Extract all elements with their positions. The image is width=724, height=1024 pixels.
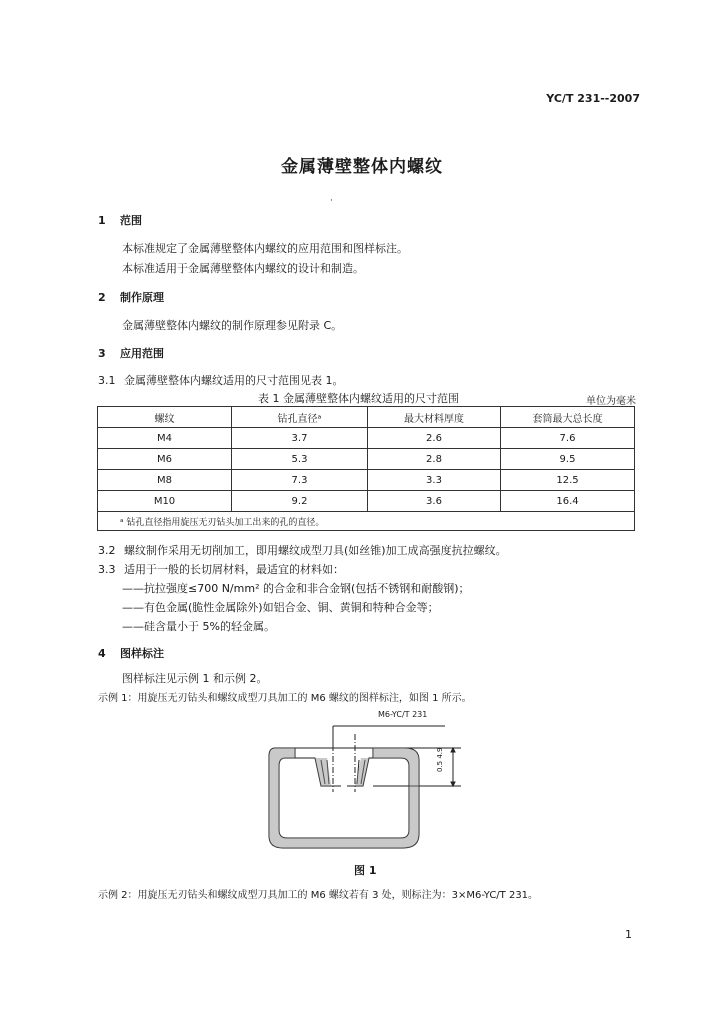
stray-mark: · <box>330 196 333 206</box>
table-header-row <box>98 407 635 428</box>
header-drill-diameter: 钻孔直径ᵃ <box>232 407 368 428</box>
figure-1-callout: M6-YC/T 231 <box>378 710 428 719</box>
material-bullet-2: ——有色金属(脆性金属除外)如铝合金、铜、黄铜和特种合金等； <box>122 601 439 614</box>
table-cell: 7.6 <box>501 428 635 449</box>
table-row <box>98 428 635 449</box>
table-cell: 5.3 <box>232 449 368 470</box>
table-cell: M6 <box>98 449 232 470</box>
table-cell: 12.5 <box>501 470 635 491</box>
header-max-thickness: 最大材料厚度 <box>368 407 501 428</box>
standard-code: YC/T 231--2007 <box>546 92 640 105</box>
section-1-para-1: 本标准规定了金属薄壁整体内螺纹的应用范围和图样标注。 <box>122 242 408 255</box>
table-cell: 2.6 <box>368 428 501 449</box>
clause-3-2: 3.2 螺纹制作采用无切削加工，即用螺纹成型刀具(如丝锥)加工成高强度抗拉螺纹。 <box>98 544 507 557</box>
table-note-row <box>98 512 635 531</box>
table-cell: 3.7 <box>232 428 368 449</box>
figure-1-drawing <box>255 708 475 858</box>
material-bullet-1: ——抗拉强度≤700 N/mm² 的合金和非合金钢(包括不锈钢和耐酸钢)； <box>122 582 470 595</box>
table-cell: 9.5 <box>501 449 635 470</box>
table-1 <box>97 406 635 531</box>
table-cell: 7.3 <box>232 470 368 491</box>
figure-1-label: 图 1 <box>354 864 377 877</box>
table-cell: 3.6 <box>368 491 501 512</box>
section-1-para-2: 本标准适用于金属薄壁整体内螺纹的设计和制造。 <box>122 262 364 275</box>
section-2-para-1: 金属薄壁整体内螺纹的制作原理参见附录 C。 <box>122 319 343 332</box>
material-bullet-3: ——硅含量小于 5%的轻金属。 <box>122 620 275 633</box>
page-number: 1 <box>625 928 632 941</box>
example-2: 示例 2：用旋压无刃钻头和螺纹成型刀具加工的 M6 螺纹若有 3 处，则标注为：3×M6-YC/T 231。 <box>98 890 539 901</box>
table-row <box>98 491 635 512</box>
table-cell: M8 <box>98 470 232 491</box>
table-cell: 16.4 <box>501 491 635 512</box>
document-title: 金属薄壁整体内螺纹 <box>281 157 443 177</box>
table-row <box>98 449 635 470</box>
section-2-heading: 2 制作原理 <box>98 291 164 304</box>
example-1: 示例 1：用旋压无刃钻头和螺纹成型刀具加工的 M6 螺纹的图样标注，如图 1 所示。 <box>98 693 472 704</box>
table-cell: 3.3 <box>368 470 501 491</box>
table-row <box>98 470 635 491</box>
table-footnote: ᵃ 钻孔直径指用旋压无刃钻头加工出来的孔的直径。 <box>98 512 635 531</box>
table-cell: M4 <box>98 428 232 449</box>
figure-1-dimension: 0.5 4.9 <box>436 747 444 772</box>
table-cell: M10 <box>98 491 232 512</box>
table-cell: 9.2 <box>232 491 368 512</box>
section-3-heading: 3 应用范围 <box>98 347 164 360</box>
section-4-heading: 4 图样标注 <box>98 647 164 660</box>
section-1-heading: 1 范围 <box>98 214 142 227</box>
table-1-unit: 单位为毫米 <box>586 396 636 407</box>
section-4-para-1: 图样标注见示例 1 和示例 2。 <box>122 672 268 685</box>
clause-3-1: 3.1 金属薄壁整体内螺纹适用的尺寸范围见表 1。 <box>98 374 344 387</box>
clause-3-3: 3.3 适用于一般的长切屑材料，最适宜的材料如： <box>98 563 344 576</box>
header-max-sleeve-length: 套筒最大总长度 <box>501 407 635 428</box>
table-cell: 2.8 <box>368 449 501 470</box>
table-1-caption: 表 1 金属薄壁整体内螺纹适用的尺寸范围 <box>258 392 459 405</box>
header-thread: 螺纹 <box>98 407 232 428</box>
